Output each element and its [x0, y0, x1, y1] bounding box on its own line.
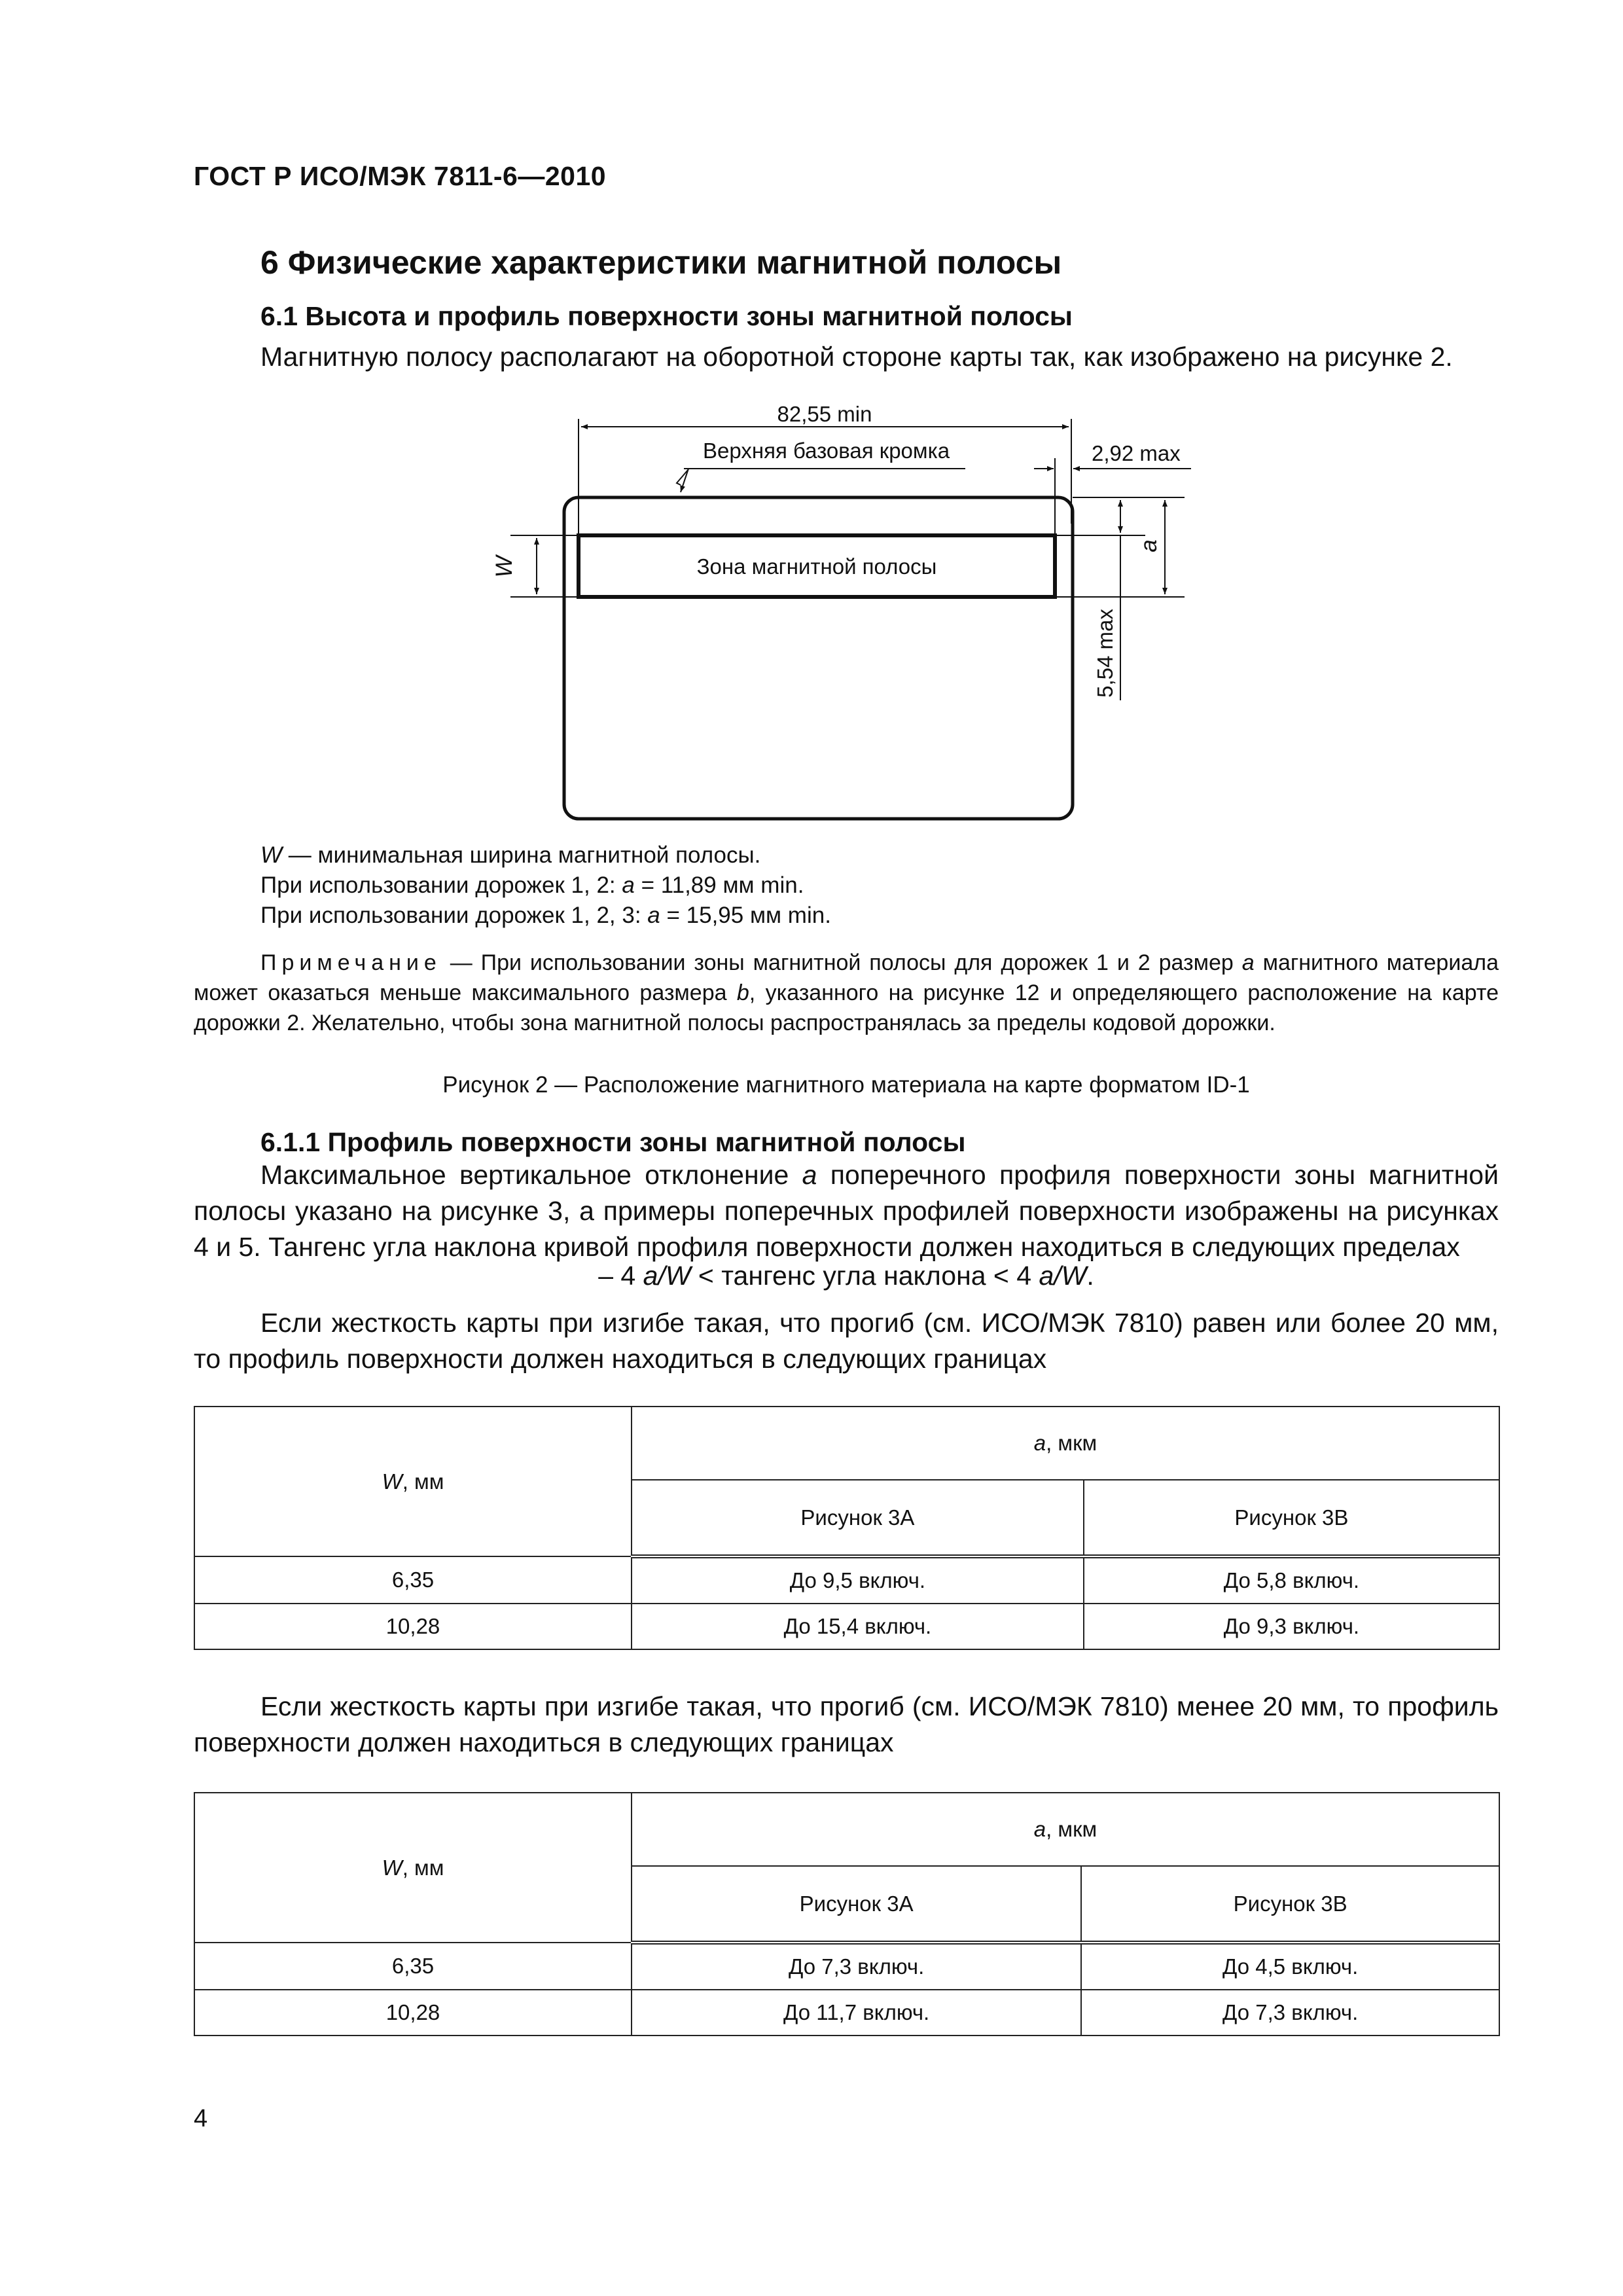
- figure-note: Примечание — При использовании зоны магнитной полосы для дорожек 1 и 2 размер a магнитного материала может оказаться меньше максимального размера b, указанного на рисунке 12 и определяющего расположение на карте дорожки 2. Желательно, чтобы зона магнитной полосы распространялась за пределы кодовой дорожки.: [194, 950, 1499, 1035]
- dim-offset-label: 2,92 max: [1092, 441, 1181, 465]
- caption-tracks-123: При использовании дорожек 1, 2, 3: a = 15,95 мм min.: [260, 903, 831, 928]
- table-cell: 6,35: [194, 1556, 632, 1604]
- profile-table-1: [194, 1406, 1500, 1650]
- table-row: [194, 1943, 1499, 1990]
- caption-w-definition: W — минимальная ширина магнитной полосы.: [260, 842, 761, 868]
- table-1-w-header: W, мм: [194, 1407, 632, 1556]
- dim-w-label: W: [491, 556, 517, 578]
- document-header: ГОСТ Р ИСО/МЭК 7811-6—2010: [194, 161, 607, 191]
- table-cell: 6,35: [194, 1943, 632, 1990]
- profile-table-2: [194, 1792, 1500, 2036]
- section-6-1-text: Магнитную полосу располагают на оборотной стороне карты так, как изображено на рисунке 2.: [260, 342, 1453, 372]
- table-cell: До 7,3 включ.: [632, 1943, 1081, 1990]
- section-6-1-1-paragraph-1: Максимальное вертикальное отклонение a поперечного профиля поверхности зоны магнитной полосы указано на рисунке 3, а примеры поперечных профилей поверхности изображены на рисунках 4 и 5. Тангенс угла наклона кривой профиля поверхности должен находиться в следующих пределах: [194, 1160, 1499, 1262]
- table-2-fig3b-header: Рисунок 3В: [1081, 1866, 1499, 1943]
- table-1-a-header: a, мкм: [632, 1407, 1499, 1480]
- reference-edge-label: Верхняя базовая кромка: [703, 439, 950, 463]
- table-1-fig3a-header: Рисунок 3А: [632, 1480, 1084, 1556]
- table-row: [194, 1990, 1499, 2036]
- table-cell: До 9,5 включ.: [632, 1556, 1084, 1604]
- slope-formula: – 4 a/W < тангенс угла наклона < 4 a/W.: [598, 1261, 1094, 1291]
- table-row: [194, 1556, 1499, 1604]
- caption-tracks-12: При использовании дорожек 1, 2: a = 11,89 мм min.: [260, 872, 804, 898]
- table-cell: До 7,3 включ.: [1081, 1990, 1499, 2036]
- zone-label: Зона магнитной полосы: [696, 554, 937, 579]
- section-6-1-1-title: 6.1.1 Профиль поверхности зоны магнитной полосы: [260, 1127, 966, 1157]
- table-cell: До 11,7 включ.: [632, 1990, 1081, 2036]
- table-cell: 10,28: [194, 1990, 632, 2036]
- section-6-1-1-paragraph-3: Если жесткость карты при изгибе такая, что прогиб (см. ИСО/МЭК 7810) менее 20 мм, то профиль поверхности должен находиться в следующих границах: [194, 1691, 1499, 1757]
- table-row: [194, 1604, 1499, 1649]
- table-1-fig3b-header: Рисунок 3В: [1084, 1480, 1499, 1556]
- table-2-a-header: a, мкм: [632, 1793, 1499, 1866]
- dim-width-label: 82,55 min: [777, 402, 872, 426]
- table-cell: 10,28: [194, 1604, 632, 1649]
- figure-2-drawing: [0, 0, 1623, 851]
- section-6-1-1-paragraph-2: Если жесткость карты при изгибе такая, что прогиб (см. ИСО/МЭК 7810) равен или более 20 мм, то профиль поверхности должен находиться в следующих границах: [194, 1308, 1499, 1374]
- table-cell: До 4,5 включ.: [1081, 1943, 1499, 1990]
- table-cell: До 5,8 включ.: [1084, 1556, 1499, 1604]
- table-2-fig3a-header: Рисунок 3А: [632, 1866, 1081, 1943]
- section-6-title: 6 Физические характеристики магнитной полосы: [260, 244, 1062, 281]
- section-6-1-title: 6.1 Высота и профиль поверхности зоны магнитной полосы: [260, 301, 1073, 331]
- table-cell: До 15,4 включ.: [632, 1604, 1084, 1649]
- card-outline: [564, 497, 1073, 819]
- dim-a-label: a: [1136, 539, 1162, 552]
- table-cell: До 9,3 включ.: [1084, 1604, 1499, 1649]
- page-number: 4: [194, 2105, 208, 2132]
- figure-2-title: Рисунок 2 — Расположение магнитного материала на карте форматом ID-1: [442, 1072, 1250, 1098]
- table-2-w-header: W, мм: [194, 1793, 632, 1943]
- dim-554-label: 5,54 max: [1093, 609, 1117, 698]
